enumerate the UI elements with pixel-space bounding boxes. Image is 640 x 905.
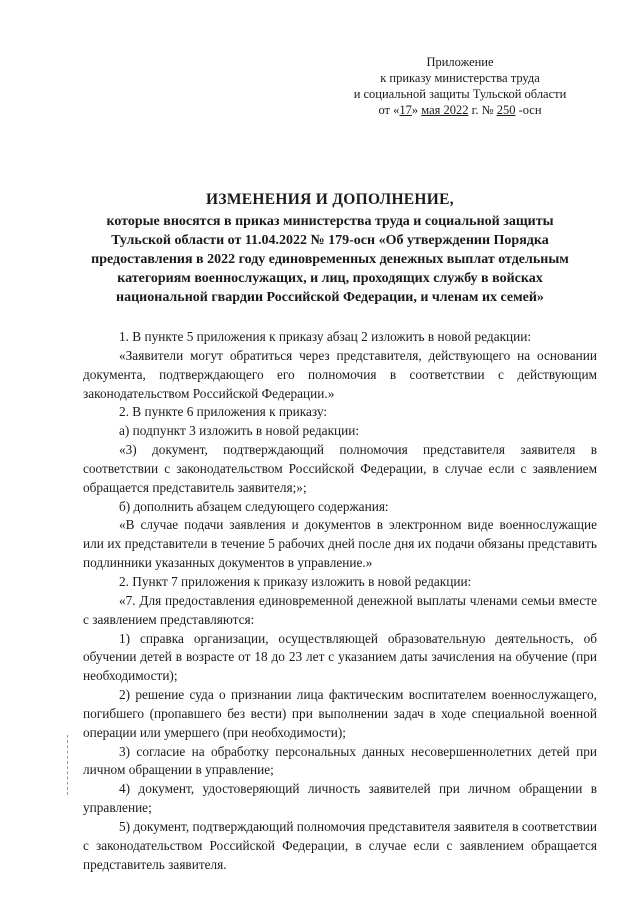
title-line: предоставления в 2022 году единовременных денежных выплат отдельным (91, 252, 569, 267)
paragraph: 2. Пункт 7 приложения к приказу изложить в новой редакции: (119, 573, 472, 589)
paragraph: а) подпункт 3 изложить в новой редакции: (119, 423, 360, 439)
appendix-label: Приложение (426, 55, 494, 69)
date-month-year: мая 2022 (421, 103, 469, 117)
title-line: категориям военнослужащих, и лиц, проходящих службу в войсках (117, 271, 543, 286)
order-suffix: -осн (515, 103, 542, 117)
paragraph: «7. Для предоставления единовременной денежной выплаты членами семьи вместе с заявлением представляются: (83, 592, 597, 627)
margin-scan-mark (67, 735, 74, 795)
paragraph: «Заявители могут обратиться через представителя, действующего на основании документа, подтверждающего его полномочия в соответствии с действующим законодательством Российской Федерации.» (83, 347, 597, 401)
title-line: которые вносятся в приказ министерства труда и социальной защиты (106, 214, 554, 229)
appendix-order-ref: к приказу министерства труда (380, 71, 540, 85)
paragraph: «3) документ, подтверждающий полномочия представителя заявителя в соответствии с законодательством Российской Федерации, в случае если с заявлением обращается представитель заявителя;»; (83, 442, 597, 495)
date-day: 17 (399, 103, 412, 117)
paragraph: 3) согласие на обработку персональных данных несовершеннолетних детей при личном обращении в управление; (83, 743, 597, 778)
date-prefix: от « (378, 103, 400, 117)
order-number: 250 (496, 103, 516, 117)
title-line: национальной гвардии Российской Федерации, и членам их семей» (116, 290, 544, 305)
document-body (83, 328, 597, 874)
appendix-date-number (330, 102, 590, 118)
paragraph: «В случае подачи заявления и документов в электронном виде военнослужащие или их представители в течение 5 рабочих дней после дня их подачи обязаны представить подлинники указанных документов в управление.» (83, 517, 597, 571)
appendix-header (330, 54, 590, 118)
paragraph: 5) документ, подтверждающий полномочия представителя заявителя в соответствии с законодательством Российской Федерации, в случае если с заявлением обращается представитель заявителя. (83, 818, 597, 872)
document-title (60, 190, 600, 307)
paragraph: 4) документ, удостоверяющий личность заявителей при личном обращении в управление; (83, 781, 597, 816)
paragraph: 2. В пункте 6 приложения к приказу: (119, 404, 328, 420)
date-mid: » (411, 103, 422, 117)
paragraph: 2) решение суда о признании лица фактическим воспитателем военнослужащего, погибшего (пропавшего без вести) при выполнении задач в ходе специальной военной операции или умершего (при необходимости); (83, 687, 597, 740)
paragraph: б) дополнить абзацем следующего содержания: (119, 498, 389, 514)
title-main: ИЗМЕНЕНИЯ И ДОПОЛНЕНИЕ, (206, 191, 454, 208)
title-line: Тульской области от 11.04.2022 № 179-осн «Об утверждении Порядка (111, 233, 549, 248)
date-suffix: г. № (468, 103, 497, 117)
paragraph: 1) справка организации, осуществляющей образовательную деятельность, об обучении детей в возрасте от 18 до 23 лет с указанием даты зачисления на обучение (при необходимости); (83, 630, 597, 684)
paragraph: 1. В пункте 5 приложения к приказу абзац 2 изложить в новой редакции: (119, 329, 532, 344)
appendix-ministry: и социальной защиты Тульской области (353, 87, 567, 101)
